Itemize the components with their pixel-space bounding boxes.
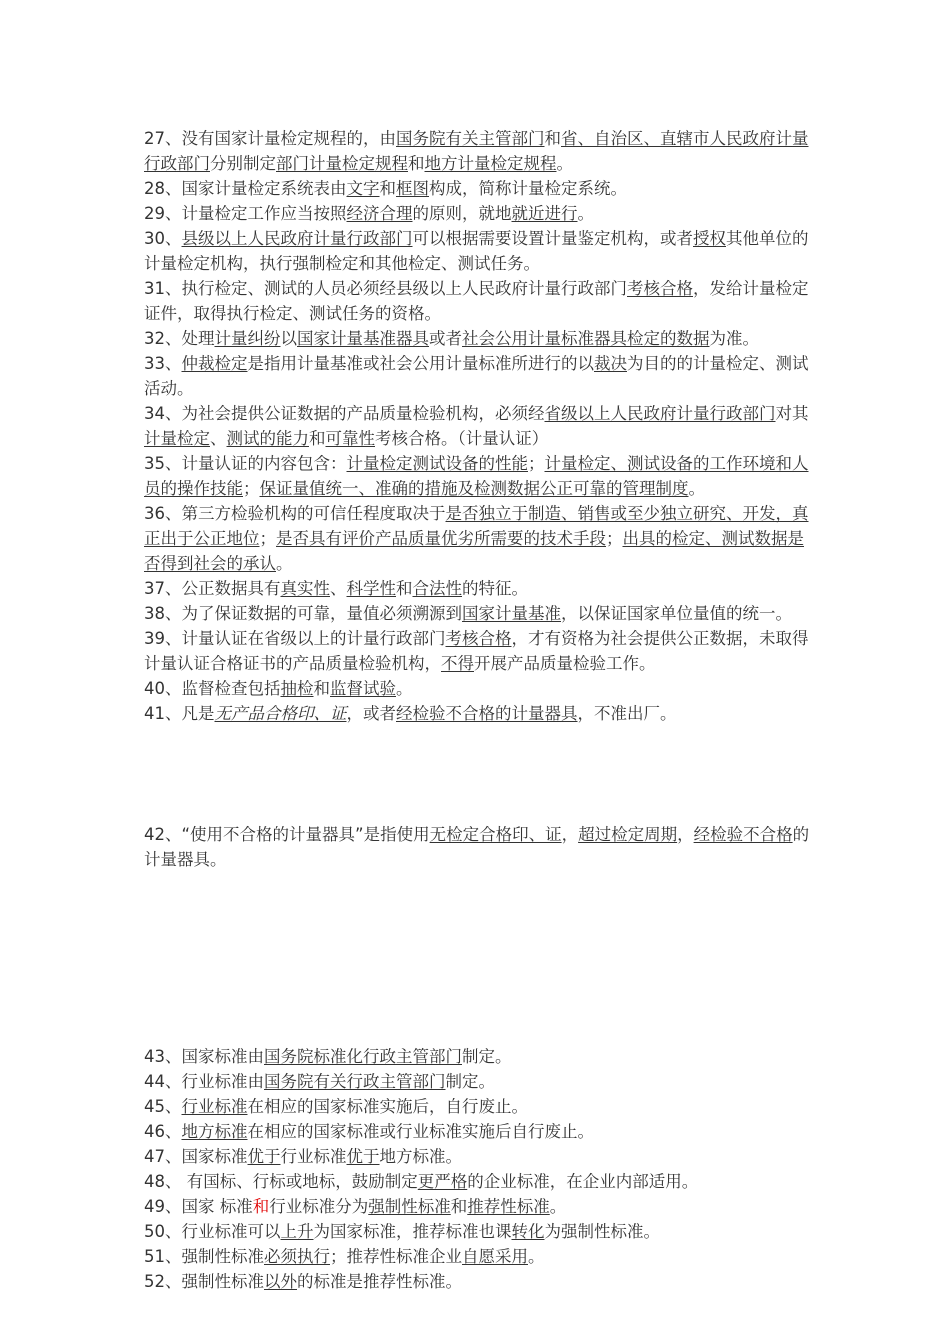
item-text: 和 <box>408 154 425 173</box>
item-29 <box>144 201 812 226</box>
item-text: ； <box>606 529 623 548</box>
underlined-answer: 文字 <box>346 179 380 198</box>
item-42 <box>144 822 812 872</box>
underlined-answer: 行业标准 <box>181 1097 248 1116</box>
item-35 <box>144 451 812 501</box>
underlined-answer: 自愿采用 <box>462 1247 528 1266</box>
item-text: ，发给计量检定证件，取得执行检定、测试任务的资格。 <box>144 279 809 323</box>
underlined-answer: 真实性 <box>280 579 330 598</box>
underlined-answer: 省、自治区、直辖市人民政府计量行政部门 <box>144 129 809 173</box>
item-text: 在相应的国家标准或行业标准实施后自行废止。 <box>247 1122 594 1141</box>
underlined-answer: 是否独立于制造、销售或至少独立研究、开发，真正出于公正地位 <box>144 504 809 548</box>
item-text: 的特征。 <box>462 579 528 598</box>
underlined-answer: 省级以上人民政府计量行政部门 <box>544 404 776 423</box>
underlined-answer: 优于 <box>346 1147 380 1166</box>
underlined-answer: 推荐性标准 <box>467 1197 550 1216</box>
underlined-answer: 以外 <box>264 1272 297 1291</box>
item-text: 29、计量检定工作应当按照 <box>144 204 347 223</box>
item-text: 35、计量认证的内容包含： <box>144 454 347 473</box>
item-text: 和 <box>313 679 330 698</box>
item-45 <box>144 1094 812 1119</box>
item-36 <box>144 501 812 576</box>
item-42-block <box>144 822 812 872</box>
item-44 <box>144 1069 812 1094</box>
item-text: 33、 <box>144 354 182 373</box>
underlined-answer: 计量检定、测试设备的工作环境和人员的操作技能 <box>144 454 809 498</box>
underlined-answer: 优于 <box>247 1147 281 1166</box>
item-text: 制定。 <box>445 1072 495 1091</box>
item-text: 45、 <box>144 1097 182 1116</box>
underlined-answer: 科学性 <box>346 579 396 598</box>
item-text: 开展产品质量检验工作。 <box>474 654 656 673</box>
item-text: 51、强制性标准 <box>144 1247 264 1266</box>
item-text: 地方标准。 <box>379 1147 462 1166</box>
item-text: ； <box>259 529 276 548</box>
underlined-answer: 考核合格 <box>445 629 512 648</box>
item-text: 和 <box>450 1197 468 1216</box>
item-27 <box>144 126 812 176</box>
item-text: 在相应的国家标准实施后，自行废止。 <box>247 1097 528 1116</box>
item-text: 。 <box>396 679 413 698</box>
underlined-answer: 保证量值统一、准确的措施及检测数据公正可靠的管理制度 <box>259 479 689 498</box>
underlined-answer: 授权 <box>693 229 726 248</box>
item-text: 48、 有国标、行标或地标，鼓励制定 <box>144 1172 418 1191</box>
item-text: 为强制性标准。 <box>544 1222 660 1241</box>
underlined-answer: 社会公用计量标准器具检定的数据 <box>462 329 710 348</box>
underlined-answer: 监督试验 <box>330 679 396 698</box>
underlined-answer: 更严格 <box>417 1172 468 1191</box>
item-text: 。 <box>556 154 573 173</box>
item-50 <box>144 1219 812 1244</box>
item-text: 和 <box>309 429 326 448</box>
item-text: ，才有资格为社会提供公正数据，未取得计量认证合格证书的产品质量检验机构， <box>144 629 809 673</box>
item-28 <box>144 176 812 201</box>
item-text: 34、为社会提供公证数据的产品质量检验机构，必须经 <box>144 404 545 423</box>
item-52 <box>144 1269 812 1294</box>
item-48 <box>144 1169 812 1194</box>
underlined-answer: 国务院有关行政主管部门 <box>264 1072 446 1091</box>
item-text: 制定。 <box>462 1047 512 1066</box>
item-text: 。 <box>549 1197 567 1216</box>
item-text: 39、计量认证在省级以上的计量行政部门 <box>144 629 446 648</box>
item-text: 44、行业标准由 <box>144 1072 264 1091</box>
item-text: ， <box>677 825 694 844</box>
underlined-answer: 测试的能力 <box>226 429 309 448</box>
underlined-answer: 国务院标准化行政主管部门 <box>264 1047 462 1066</box>
underlined-answer: 计量纠纷 <box>214 329 281 348</box>
item-30 <box>144 226 812 276</box>
item-text: 和 <box>379 179 396 198</box>
item-text: ； <box>243 479 260 498</box>
underlined-answer: 上升 <box>280 1222 314 1241</box>
item-text: 对其 <box>775 404 809 423</box>
item-text: 47、国家标准 <box>144 1147 248 1166</box>
item-text: 或者 <box>429 329 462 348</box>
highlighted-text: 和 <box>252 1197 270 1216</box>
item-text: 41、凡是 <box>144 704 215 723</box>
item-47 <box>144 1144 812 1169</box>
item-text: 52、强制性标准 <box>144 1272 264 1291</box>
item-text: 的标准是推荐性标准。 <box>297 1272 462 1291</box>
items-43-52 <box>144 1044 812 1294</box>
item-text: 可以根据需要设置计量鉴定机构，或者 <box>412 229 693 248</box>
underlined-answer: 出具的检定、测试数据是否得到社会的承认 <box>144 529 804 573</box>
item-text: 为准。 <box>709 329 759 348</box>
item-text: ，或者 <box>346 704 396 723</box>
item-text: 40、 <box>144 679 182 698</box>
underlined-answer: 超过检定周期 <box>578 825 678 844</box>
underlined-answer: 无检定合格印、证 <box>429 825 562 844</box>
item-text: 37、公正数据具有 <box>144 579 281 598</box>
item-text: 以 <box>280 329 297 348</box>
item-text: ；推荐性标准企业 <box>330 1247 462 1266</box>
item-text: 为国家标准，推荐标准也课 <box>313 1222 512 1241</box>
item-text: 31、执行检定、测试的人员必须经县级以上人民政府计量行政部门 <box>144 279 627 298</box>
item-43 <box>144 1044 812 1069</box>
underlined-answer: 经济合理 <box>346 204 413 223</box>
item-33 <box>144 351 812 401</box>
item-text: 的原则，就地 <box>412 204 512 223</box>
underlined-answer: 地方计量检定规程 <box>424 154 557 173</box>
underlined-answer: 可靠性 <box>325 429 375 448</box>
item-text: 30、 <box>144 229 182 248</box>
item-text: 和 <box>544 129 561 148</box>
item-text: 43、国家标准由 <box>144 1047 264 1066</box>
underlined-answer: 是否具有评价产品质量优劣所需要的技术手段 <box>276 529 606 548</box>
item-39 <box>144 626 812 676</box>
item-text: 50、行业标准可以 <box>144 1222 281 1241</box>
item-37 <box>144 576 812 601</box>
underlined-answer: 县级以上人民政府计量行政部门 <box>181 229 413 248</box>
items-27-41 <box>144 126 812 726</box>
underlined-answer: 经检验不合格 <box>693 825 793 844</box>
item-text: ， <box>561 825 579 844</box>
item-46 <box>144 1119 812 1144</box>
item-40 <box>144 676 812 701</box>
underlined-answer: 转化 <box>511 1222 545 1241</box>
item-text: 监督检查包括 <box>181 679 281 698</box>
item-text: 考核合格。（计量认证） <box>375 429 549 448</box>
item-49 <box>144 1194 812 1219</box>
item-text: ； <box>528 454 545 473</box>
item-text: 42、“使用不合格的计量器具”是指使用 <box>144 825 430 844</box>
underlined-answer: 抽检 <box>280 679 314 698</box>
item-text: ，不准出厂。 <box>577 704 677 723</box>
item-text: 和 <box>396 579 413 598</box>
item-34 <box>144 401 812 451</box>
underlined-answer: 无产品合格印、证 <box>214 704 347 723</box>
underlined-answer: 计量检定 <box>144 429 210 448</box>
underlined-answer: 就近进行 <box>511 204 578 223</box>
item-text: 。 <box>276 554 293 573</box>
underlined-answer: 国家计量基准 <box>462 604 561 623</box>
item-text: 32、处理 <box>144 329 215 348</box>
underlined-answer: 必须执行 <box>264 1247 330 1266</box>
underlined-answer: 裁决 <box>594 354 627 373</box>
item-38 <box>144 601 812 626</box>
item-32 <box>144 326 812 351</box>
item-text: 为目的的计量检定、测试活动。 <box>144 354 809 398</box>
underlined-answer: 强制性标准 <box>368 1197 451 1216</box>
item-text: 是指用计量基准或社会公用计量标准所进行的以 <box>247 354 594 373</box>
item-text: 36、第三方检验机构的可信任程度取决于 <box>144 504 446 523</box>
item-text: 46、 <box>144 1122 182 1141</box>
underlined-answer: 考核合格 <box>627 279 693 298</box>
underlined-answer: 国务院有关主管部门 <box>396 129 545 148</box>
item-text: 行业标准分为 <box>269 1197 369 1216</box>
underlined-answer: 部门计量检定规程 <box>276 154 408 173</box>
underlined-answer: 经检验不合格的计量器具 <box>396 704 578 723</box>
item-31 <box>144 276 812 326</box>
item-41 <box>144 701 812 726</box>
item-text: 。 <box>528 1247 545 1266</box>
item-text: 分别制定 <box>210 154 276 173</box>
item-text: 其他单位的计量检定机构，执行强制检定和其他检定、测试任务。 <box>144 229 809 273</box>
item-text: 28、国家计量检定系统表由 <box>144 179 347 198</box>
item-text: 行业标准 <box>280 1147 347 1166</box>
item-51 <box>144 1244 812 1269</box>
underlined-answer: 国家计量基准器具 <box>297 329 429 348</box>
item-text: 27、没有国家计量检定规程的，由 <box>144 129 396 148</box>
item-text: 。 <box>688 479 705 498</box>
item-text: 38、为了保证数据的可靠，量值必须溯源到 <box>144 604 462 623</box>
underlined-answer: 地方标准 <box>181 1122 248 1141</box>
underlined-answer: 合法性 <box>412 579 462 598</box>
item-text: 。 <box>577 204 594 223</box>
item-text: ，以保证国家单位量值的统一。 <box>561 604 792 623</box>
underlined-answer: 计量检定测试设备的性能 <box>346 454 528 473</box>
item-text: 49、国家 标准 <box>144 1197 253 1216</box>
underlined-answer: 框图 <box>396 179 429 198</box>
item-text: 的企业标准，在企业内部适用。 <box>467 1172 699 1191</box>
underlined-answer: 仲裁检定 <box>181 354 248 373</box>
item-text: 、 <box>210 429 227 448</box>
item-text: 构成，简称计量检定系统。 <box>429 179 627 198</box>
item-text: 、 <box>330 579 347 598</box>
item-text: 的计量器具。 <box>144 825 810 869</box>
underlined-answer: 不得 <box>441 654 474 673</box>
